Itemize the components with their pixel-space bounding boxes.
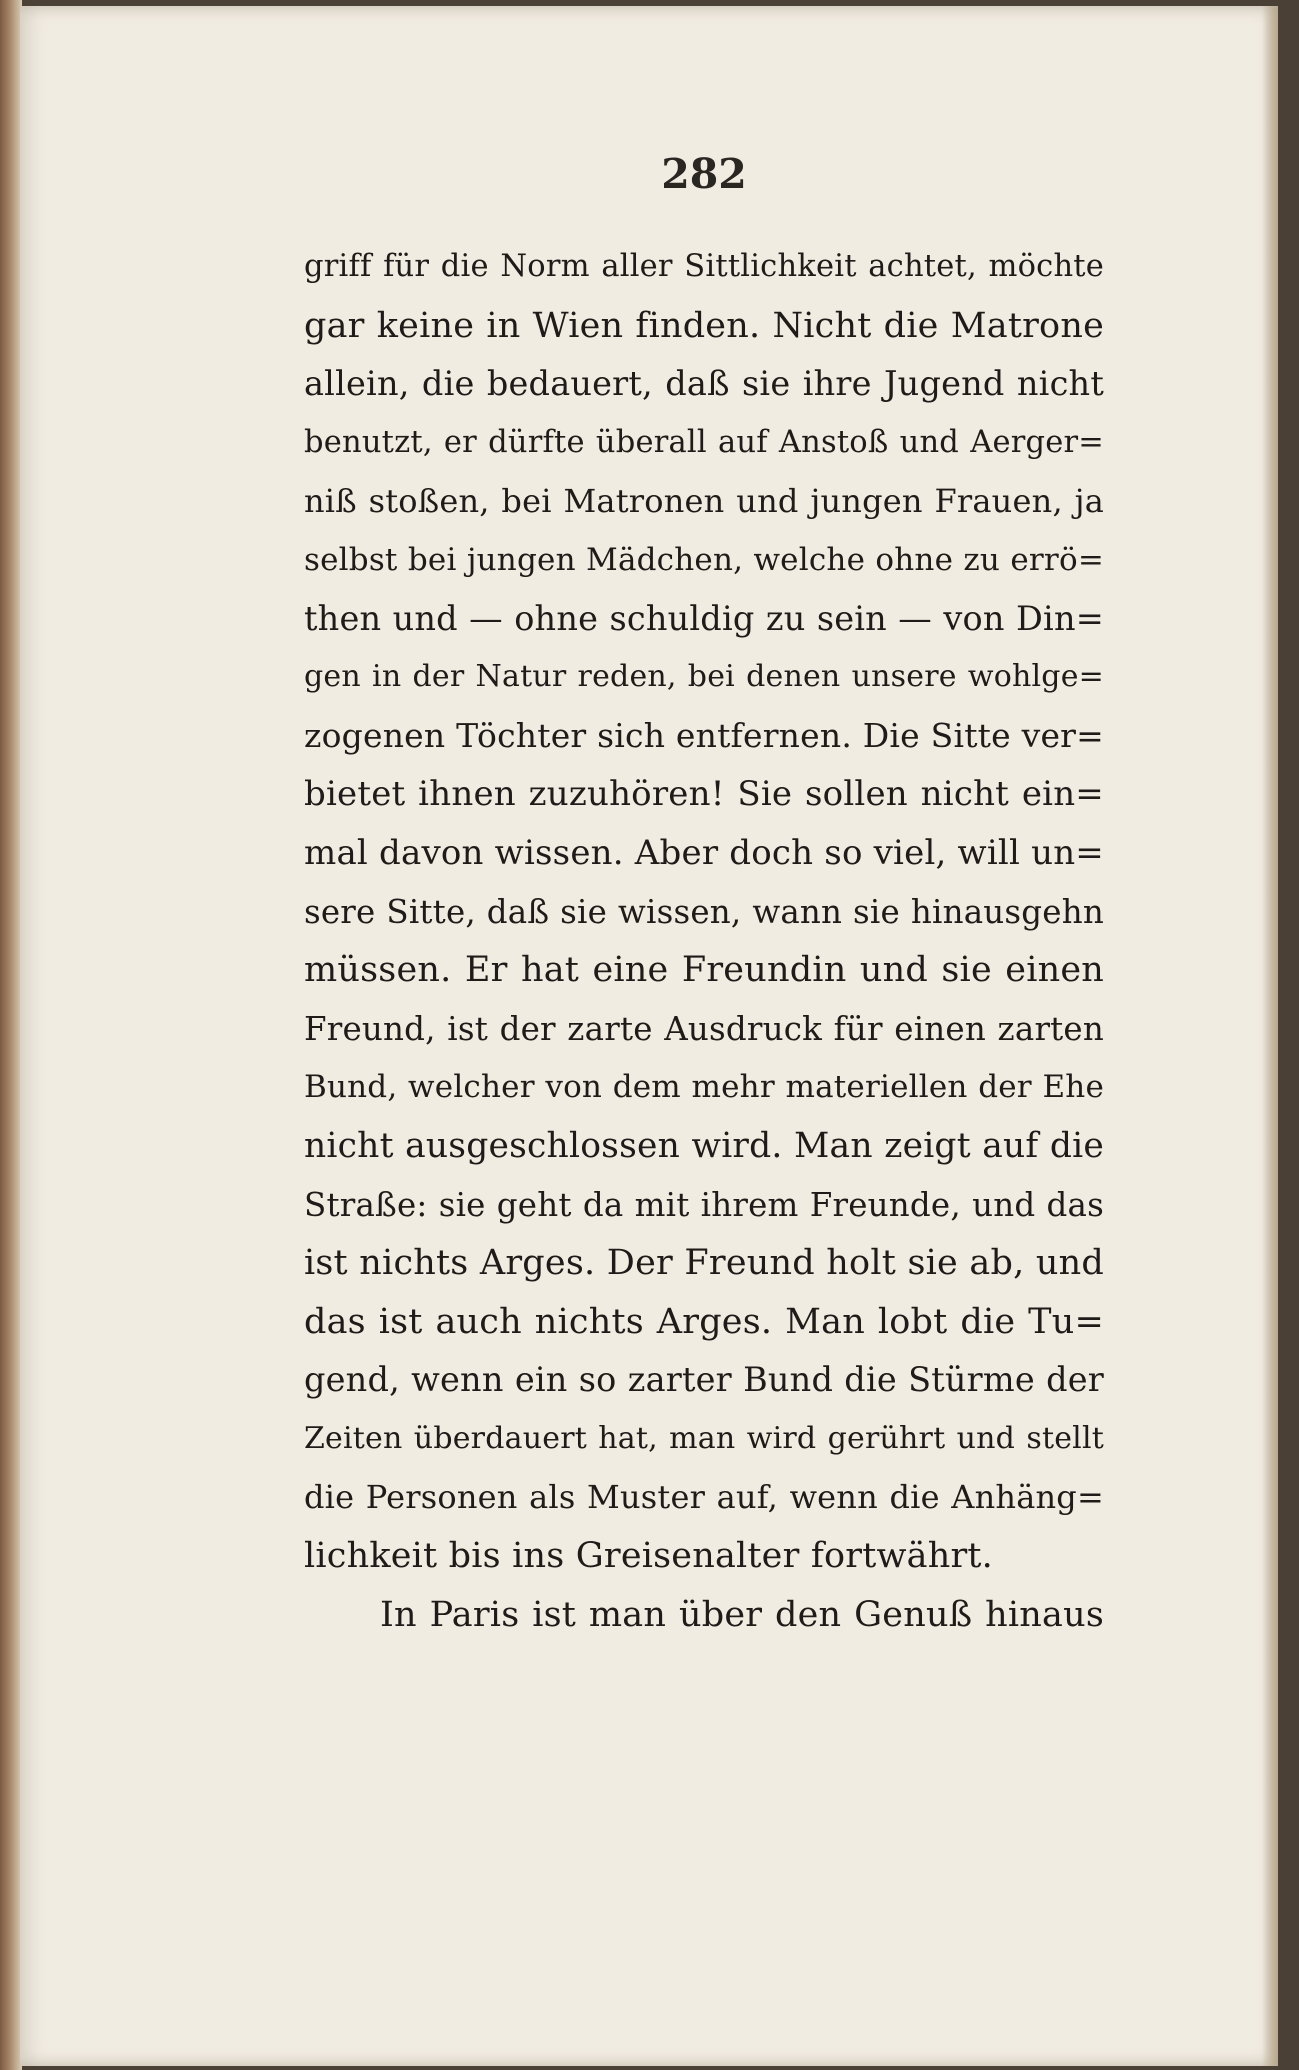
text-line: then und — ohne schuldig zu sein — von Din= bbox=[304, 598, 1104, 638]
text-line-paragraph-start: In Paris ist man über den Genuß hinaus bbox=[380, 1594, 1104, 1635]
page-number: 282 bbox=[661, 150, 747, 198]
text-line: zogenen Töchter sich entfernen. Die Sitte ver= bbox=[304, 715, 1104, 755]
text-line: bietet ihnen zuzuhören! Sie sollen nicht ein= bbox=[304, 774, 1104, 815]
text-line-paragraph-end: lichkeit bis ins Greisenalter fortwährt. bbox=[304, 1536, 993, 1577]
text-line: Straße: sie geht da mit ihrem Freunde, und das bbox=[304, 1185, 1104, 1224]
text-line: allein, die bedauert, daß sie ihre Jugend nicht bbox=[304, 364, 1104, 404]
text-line: mal davon wissen. Aber doch so viel, will un= bbox=[304, 832, 1104, 873]
text-line: die Personen als Muster auf, wenn die Anhäng= bbox=[304, 1478, 1104, 1517]
text-line: benutzt, er dürfte überall auf Anstoß und Aerger= bbox=[304, 424, 1104, 460]
text-line: Freund, ist der zarte Ausdruck für einen zarten bbox=[304, 1009, 1104, 1048]
text-line: selbst bei jungen Mädchen, welche ohne zu errö= bbox=[304, 541, 1104, 578]
text-line: sere Sitte, daß sie wissen, wann sie hinausgehn bbox=[304, 892, 1104, 931]
body-text bbox=[304, 238, 1104, 1644]
text-line: gend, wenn ein so zarter Bund die Stürme der bbox=[304, 1360, 1104, 1400]
text-line: gar keine in Wien finden. Nicht die Matrone bbox=[304, 305, 1104, 346]
text-line: müssen. Er hat eine Freundin und sie einen bbox=[304, 950, 1104, 991]
text-line: gen in der Natur reden, bei denen unsere wohlge= bbox=[304, 659, 1104, 695]
text-line: niß stoßen, bei Matronen und jungen Frauen, ja bbox=[304, 482, 1104, 521]
book-spine-edge bbox=[0, 0, 22, 2070]
text-line: das ist auch nichts Arges. Man lobt die Tu= bbox=[304, 1301, 1104, 1342]
text-line: ist nichts Arges. Der Freund holt sie ab, und bbox=[304, 1243, 1104, 1284]
text-line: Zeiten überdauert hat, man wird gerührt und stellt bbox=[304, 1420, 1104, 1456]
text-line: griff für die Norm aller Sittlichkeit achtet, möchte bbox=[304, 249, 1104, 284]
text-line: Bund, welcher von dem mehr materiellen der Ehe bbox=[304, 1069, 1104, 1106]
text-line: nicht ausgeschlossen wird. Man zeigt auf die bbox=[304, 1125, 1104, 1166]
page-edge-shadow bbox=[1262, 6, 1278, 2066]
